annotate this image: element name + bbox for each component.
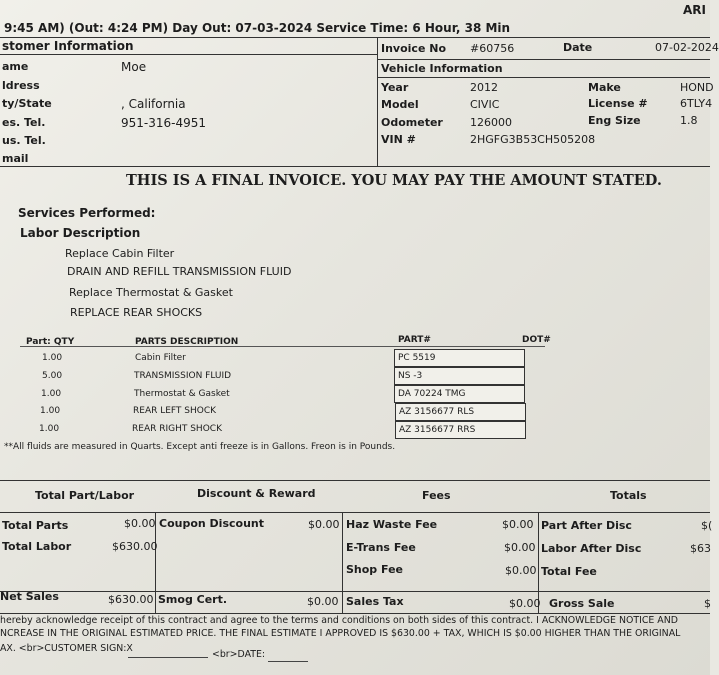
shop-fee-label: Shop Fee (346, 563, 404, 576)
part-row-2-desc: TRANSMISSION FLUID (134, 371, 232, 381)
parts-dot-header: DOT# (522, 335, 551, 345)
customer-info-title: stomer Information (2, 39, 134, 53)
customer-city: , California (121, 97, 186, 111)
total-parts-value: $0.00 (124, 517, 156, 530)
discount-reward-header: Discount & Reward (197, 487, 316, 500)
vehicle-odometer-label: Odometer (381, 116, 443, 129)
acknowledgement-line-1: hereby acknowledge receipt of this contract and agree to the terms and conditions on both sides of this contract. I ACKNOWLEDGE NOTICE AND (0, 615, 678, 626)
invoice-number: #60756 (470, 42, 515, 55)
labor-item-1: Replace Cabin Filter (65, 247, 175, 260)
total-labor-value: $630.00 (112, 540, 158, 553)
part-row-5-number: AZ 3156677 RRS (395, 421, 526, 439)
vehicle-eng-label: Eng Size (588, 114, 641, 127)
part-row-3-desc: Thermostat & Gasket (134, 389, 230, 399)
part-row-4-qty: 1.00 (40, 406, 61, 416)
vehicle-license: 6TLY4 (680, 97, 713, 110)
part-after-disc-value: $( (701, 519, 713, 532)
coupon-discount-value: $0.00 (308, 518, 340, 531)
vehicle-odometer: 126000 (470, 116, 512, 129)
date-line: <br>DATE: (212, 649, 266, 660)
part-row-2-qty: 5.00 (42, 371, 63, 381)
total-fee-label: Total Fee (541, 565, 597, 578)
customer-name: Moe (121, 60, 147, 74)
haz-waste-fee-label: Haz Waste Fee (346, 518, 438, 531)
total-parts-label: Total Parts (2, 519, 69, 532)
haz-waste-fee-value: $0.00 (502, 518, 534, 531)
part-row-5-qty: 1.00 (39, 424, 60, 434)
labor-item-3: Replace Thermostat & Gasket (69, 286, 233, 299)
customer-restel-label: es. Tel. (2, 116, 46, 129)
service-time-line: 9:45 AM) (Out: 4:24 PM) Day Out: 07-03-2024 Service Time: 6 Hour, 38 Min (4, 21, 511, 35)
vehicle-license-label: License # (588, 97, 648, 110)
part-row-5-desc: REAR RIGHT SHOCK (132, 424, 222, 434)
total-labor-label: Total Labor (2, 540, 72, 553)
invoice-no-label: Invoice No (381, 42, 446, 55)
services-title: Services Performed: (18, 206, 156, 220)
corner-text: ARI (683, 3, 706, 17)
invoice-date: 07-02-2024 (655, 41, 719, 54)
coupon-discount-label: Coupon Discount (159, 517, 264, 530)
customer-bustel-label: us. Tel. (2, 134, 46, 147)
invoice-date-label: Date (563, 41, 593, 54)
sales-tax-value: $0.00 (509, 597, 541, 610)
customer-address-label: ldress (2, 79, 40, 92)
labor-item-4: REPLACE REAR SHOCKS (70, 306, 203, 319)
part-row-2-number: NS -3 (394, 367, 525, 385)
vehicle-model-label: Model (381, 98, 419, 111)
etrans-fee-value: $0.00 (504, 541, 536, 554)
customer-name-label: ame (2, 60, 29, 73)
part-row-1-number: PC 5519 (394, 349, 525, 367)
customer-phone: 951-316-4951 (121, 116, 207, 130)
labor-after-disc-label: Labor After Disc (541, 542, 642, 555)
vehicle-model: CIVIC (470, 98, 500, 111)
parts-qty-header: Part: QTY (26, 337, 75, 347)
vehicle-year-label: Year (381, 81, 409, 94)
part-row-4-number: AZ 3156677 RLS (395, 403, 526, 421)
part-row-3-qty: 1.00 (41, 389, 62, 399)
vehicle-eng: 1.8 (680, 114, 698, 127)
etrans-fee-label: E-Trans Fee (346, 541, 416, 554)
shop-fee-value: $0.00 (505, 564, 537, 577)
gross-sale-label: Gross Sale (549, 597, 615, 610)
part-after-disc-label: Part After Disc (541, 519, 632, 532)
smog-cert-value: $0.00 (307, 595, 339, 608)
labor-item-2: DRAIN AND REFILL TRANSMISSION FLUID (67, 265, 292, 278)
vehicle-vin-label: VIN # (381, 133, 416, 146)
vehicle-year: 2012 (470, 81, 498, 94)
customer-sign-line: AX. <br>CUSTOMER SIGN:X (0, 643, 133, 654)
part-row-4-desc: REAR LEFT SHOCK (133, 406, 217, 416)
labor-after-disc-value: $63 (690, 542, 711, 555)
gross-sale-value: $ (704, 597, 711, 610)
vehicle-vin: 2HGFG3B53CH505208 (470, 133, 596, 146)
smog-cert-label: Smog Cert. (158, 593, 228, 606)
parts-number-header: PART# (398, 335, 431, 345)
vehicle-make: HOND (680, 81, 714, 94)
customer-email-label: mail (2, 152, 29, 165)
acknowledgement-line-2: NCREASE IN THE ORIGINAL ESTIMATED PRICE. THE FINAL ESTIMATE I APPROVED IS $630.00 + TAX, WHICH IS $0.00 HIGHER THAN THE ORIGINAL (0, 628, 681, 639)
sales-tax-label: Sales Tax (346, 595, 404, 608)
total-part-labor-header: Total Part/Labor (35, 489, 135, 502)
part-row-1-qty: 1.00 (42, 353, 63, 363)
labor-description-title: Labor Description (20, 226, 141, 240)
net-sales-label: Net Sales (0, 590, 59, 603)
totals-header: Totals (610, 489, 647, 502)
fluids-note: **All fluids are measured in Quarts. Except anti freeze is in Gallons. Freon is in Pounds. (4, 442, 396, 452)
final-invoice-notice: THIS IS A FINAL INVOICE. YOU MAY PAY THE AMOUNT STATED. (126, 172, 662, 189)
vehicle-make-label: Make (588, 81, 621, 94)
vehicle-info-title: Vehicle Information (381, 62, 503, 75)
net-sales-value: $630.00 (108, 593, 154, 606)
part-row-3-number: DA 70224 TMG (394, 385, 525, 403)
fees-header: Fees (422, 489, 451, 502)
parts-desc-header: PARTS DESCRIPTION (135, 337, 239, 347)
customer-city-label: ty/State (2, 97, 52, 110)
part-row-1-desc: Cabin Filter (135, 353, 186, 363)
